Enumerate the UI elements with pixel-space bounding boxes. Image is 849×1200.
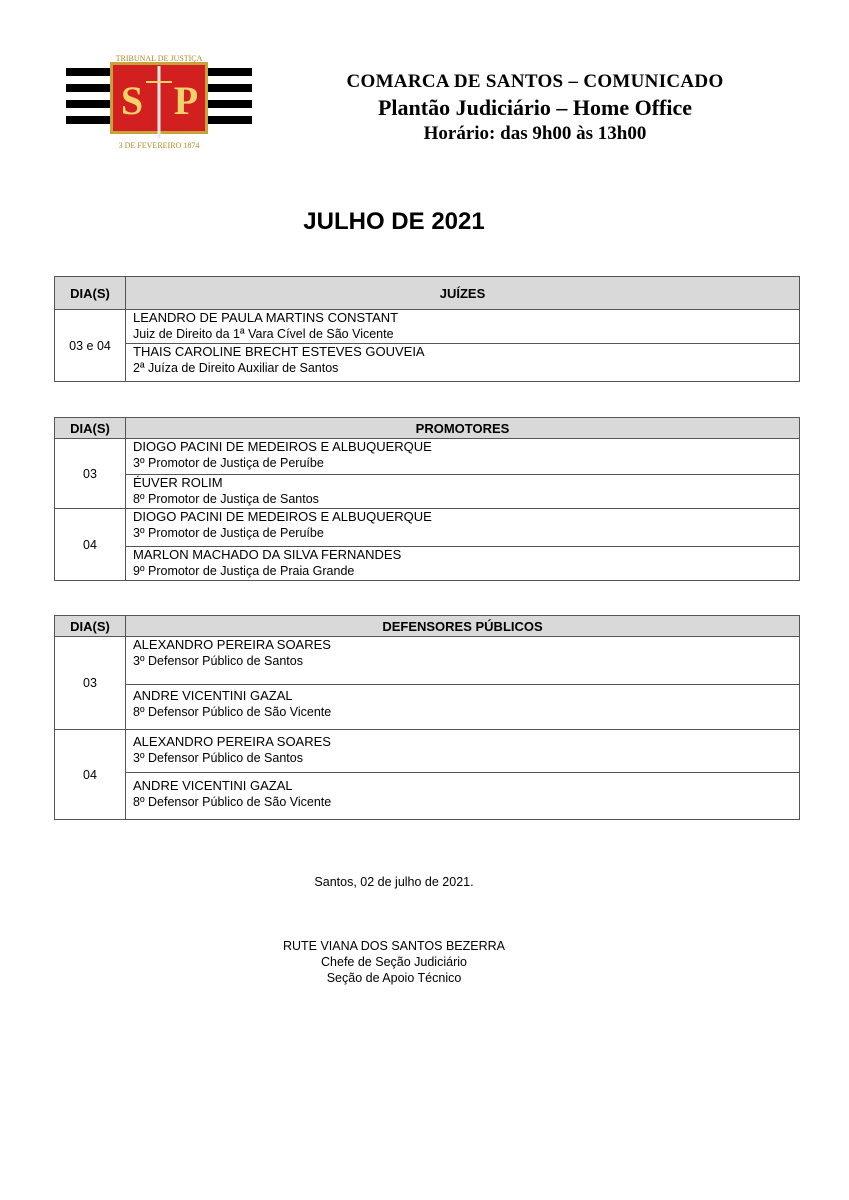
person-role: 3º Promotor de Justiça de Peruíbe — [133, 456, 324, 470]
person-cell — [126, 310, 800, 344]
person-cell — [126, 637, 800, 685]
person-role: 9º Promotor de Justiça de Praia Grande — [133, 564, 355, 578]
header-line-3: Horário: das 9h00 às 13h00 — [423, 123, 647, 144]
person-name: DIOGO PACINI DE MEDEIROS E ALBUQUERQUE — [133, 439, 432, 454]
person-name: THAIS CAROLINE BRECHT ESTEVES GOUVEIA — [133, 344, 425, 359]
person-cell — [126, 773, 800, 820]
col-title-header: PROMOTORES — [126, 418, 800, 439]
person-role: 3º Defensor Público de Santos — [133, 751, 303, 765]
public-defenders-table — [54, 615, 800, 820]
person-role: 8º Promotor de Justiça de Santos — [133, 492, 319, 506]
person-cell — [126, 344, 800, 382]
person-role: 3º Defensor Público de Santos — [133, 654, 303, 668]
person-name: MARLON MACHADO DA SILVA FERNANDES — [133, 547, 402, 562]
person-cell — [126, 547, 800, 581]
person-name: ANDRE VICENTINI GAZAL — [133, 778, 293, 793]
person-name: ALEXANDRO PEREIRA SOARES — [133, 637, 331, 652]
person-name: ALEXANDRO PEREIRA SOARES — [133, 734, 331, 749]
person-role: 2ª Juíza de Direito Auxiliar de Santos — [133, 361, 339, 375]
judges-table — [54, 276, 800, 382]
person-cell — [126, 730, 800, 773]
date-line: Santos, 02 de julho de 2021. — [314, 875, 474, 889]
col-day-header: DIA(S) — [55, 277, 126, 310]
logo-letter-p: P — [173, 78, 199, 123]
person-name: LEANDRO DE PAULA MARTINS CONSTANT — [133, 310, 399, 325]
person-cell — [126, 685, 800, 730]
tjsp-logo — [66, 52, 252, 152]
person-role: Juiz de Direito da 1ª Vara Cível de São Vicente — [133, 327, 394, 341]
signer-department: Seção de Apoio Técnico — [326, 971, 462, 985]
day-cell: 03 e 04 — [55, 310, 126, 382]
col-title-header: JUÍZES — [126, 277, 800, 310]
person-name: ANDRE VICENTINI GAZAL — [133, 688, 293, 703]
person-name: DIOGO PACINI DE MEDEIROS E ALBUQUERQUE — [133, 509, 432, 524]
logo-top-text: TRIBUNAL DE JUSTIÇA — [115, 54, 203, 63]
person-cell — [126, 509, 800, 547]
person-role: 8º Defensor Público de São Vicente — [133, 705, 332, 719]
logo-bottom-text: 3 DE FEVEREIRO 1874 — [118, 141, 200, 150]
month-title: JULHO DE 2021 — [303, 208, 485, 235]
logo-letter-s: S — [120, 78, 144, 123]
person-name: ÉUVER ROLIM — [133, 475, 223, 490]
person-cell — [126, 475, 800, 509]
header-line-2: Plantão Judiciário – Home Office — [377, 95, 693, 120]
person-role: 8º Defensor Público de São Vicente — [133, 795, 332, 809]
signer-title: Chefe de Seção Judiciário — [321, 955, 467, 969]
prosecutors-table — [54, 417, 800, 581]
day-cell: 04 — [55, 730, 126, 820]
signature-block — [0, 938, 788, 986]
person-cell — [126, 439, 800, 475]
day-cell: 04 — [55, 509, 126, 581]
person-role: 3º Promotor de Justiça de Peruíbe — [133, 526, 324, 540]
header-line-1: COMARCA DE SANTOS – COMUNICADO — [346, 71, 724, 92]
col-day-header: DIA(S) — [55, 616, 126, 637]
day-cell: 03 — [55, 439, 126, 509]
col-title-header: DEFENSORES PÚBLICOS — [126, 616, 800, 637]
header — [300, 70, 770, 146]
signer-name: RUTE VIANA DOS SANTOS BEZERRA — [282, 939, 506, 953]
day-cell: 03 — [55, 637, 126, 730]
col-day-header: DIA(S) — [55, 418, 126, 439]
